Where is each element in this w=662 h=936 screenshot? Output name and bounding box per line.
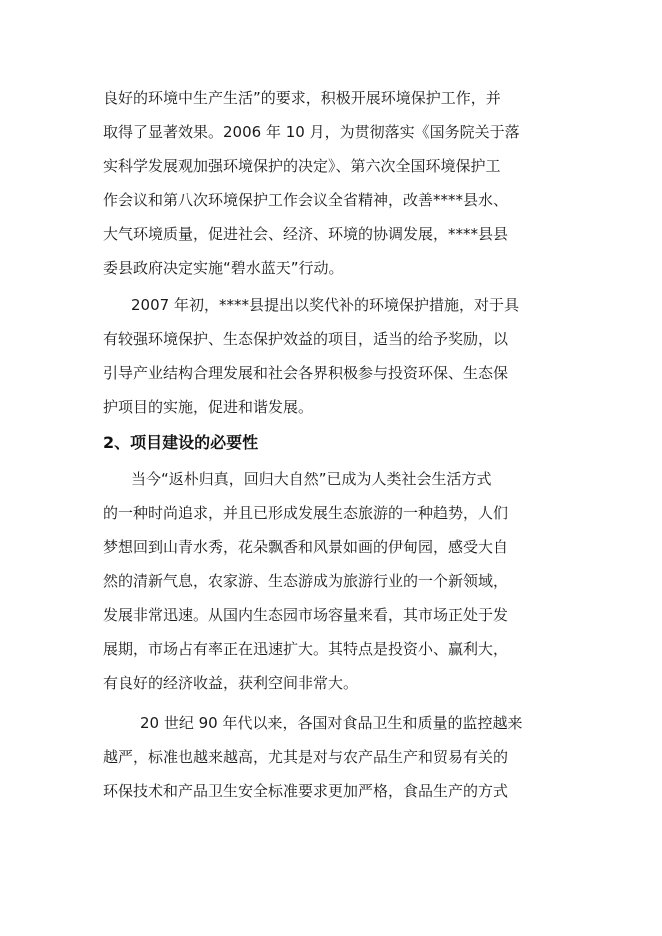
section-heading: 2、项目建设的必要性 xyxy=(103,433,259,452)
paragraph-1-line-6: 委县政府决定实施“碧水蓝天”行动。 xyxy=(103,259,344,277)
paragraph-1-line-5: 大气环境质量，促进社会、经济、环境的协调发展，****县县 xyxy=(103,225,509,243)
paragraph-3-line-1: 当今“返朴归真，回归大自然”已成为人类社会生活方式 xyxy=(131,470,492,488)
paragraph-2-line-4: 护项目的实施，促进和谐发展。 xyxy=(103,398,314,416)
paragraph-4-line-1: 20 世纪 90 年代以来，各国对食品卫生和质量的监控越来 xyxy=(140,714,523,732)
paragraph-4-line-2: 越严，标准也越来越高，尤其是对与农产品生产和贸易有关的 xyxy=(103,748,509,766)
paragraph-1-line-1: 良好的环境中生产生活”的要求，积极开展环境保护工作，并 xyxy=(103,89,501,107)
paragraph-3-line-5: 发展非常迅速。从国内生态园市场容量来看，其市场正处于发 xyxy=(103,606,509,624)
paragraph-3-line-7: 有良好的经济收益，获利空间非常大。 xyxy=(103,674,359,692)
paragraph-3-line-2: 的一种时尚追求，并且已形成发展生态旅游的一种趋势，人们 xyxy=(103,504,509,522)
paragraph-4-line-3: 环保技术和产品卫生安全标准要求更加严格，食品生产的方式 xyxy=(103,782,509,800)
paragraph-3-line-4: 然的清新气息，农家游、生态游成为旅游行业的一个新领域， xyxy=(103,572,509,590)
paragraph-2-line-1: 2007 年初，****县提出以奖代补的环境保护措施，对于具 xyxy=(131,296,519,314)
paragraph-1-line-2: 取得了显著效果。2006 年 10 月，为贯彻落实《国务院关于落 xyxy=(103,123,520,141)
paragraph-2-line-2: 有较强环境保护、生态保护效益的项目，适当的给予奖励，以 xyxy=(103,330,509,348)
paragraph-1-line-4: 作会议和第八次环境保护工作会议全省精神，改善****县水、 xyxy=(103,191,509,209)
paragraph-2-line-3: 引导产业结构合理发展和社会各界积极参与投资环保、生态保 xyxy=(103,364,509,382)
paragraph-3-line-3: 梦想回到山青水秀，花朵飘香和风景如画的伊甸园，感受大自 xyxy=(103,538,509,556)
paragraph-3-line-6: 展期，市场占有率正在迅速扩大。其特点是投资小、赢利大， xyxy=(103,640,509,658)
paragraph-1-line-3: 实科学发展观加强环境保护的决定》、第六次全国环境保护工 xyxy=(103,157,501,175)
